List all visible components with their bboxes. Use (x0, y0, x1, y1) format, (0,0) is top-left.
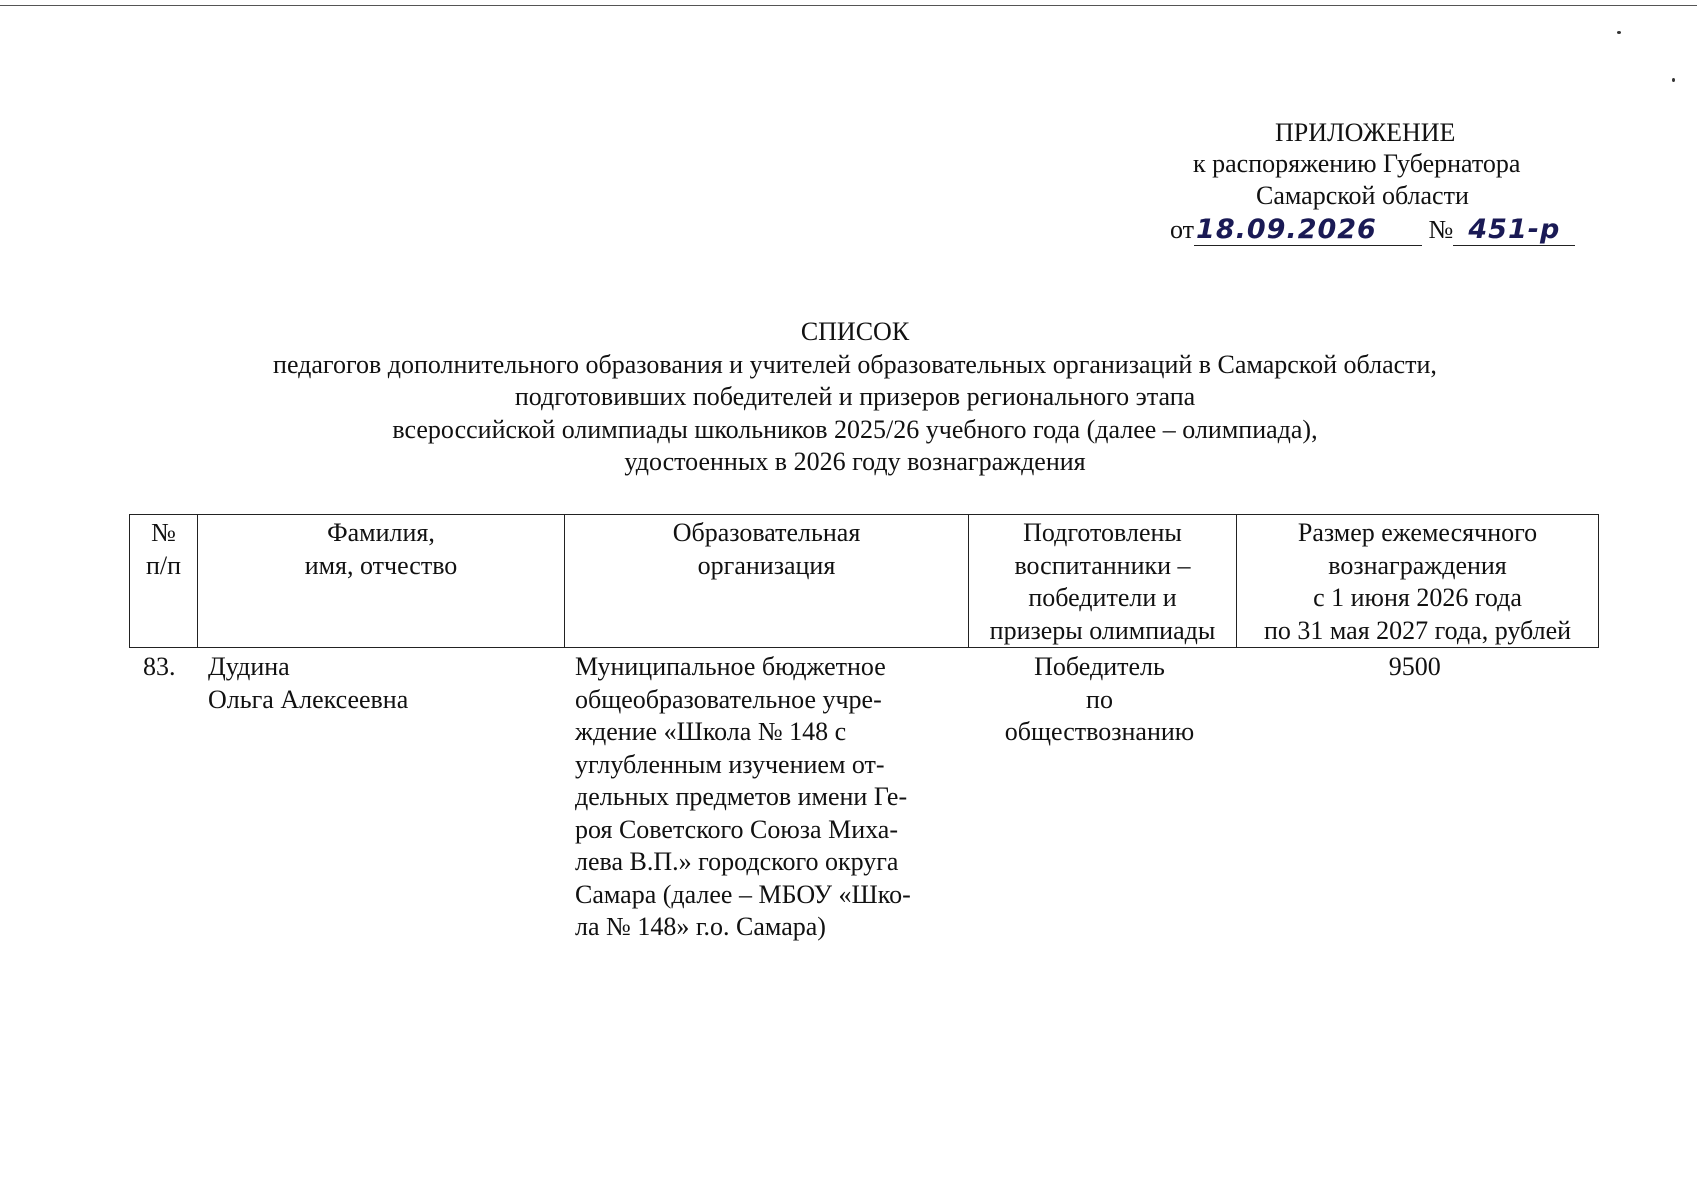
org-line: лева В.П.» городского округа (575, 847, 899, 876)
header-text: с 1 июня 2026 года (1313, 583, 1522, 612)
appendix-title: ПРИЛОЖЕНИЕ (1275, 118, 1456, 147)
header-text: Подготовлены (1023, 518, 1182, 547)
header-text: Фамилия, (327, 518, 435, 547)
appendix-region: Самарской области (1256, 181, 1469, 210)
table-row (130, 648, 1599, 944)
handwritten-number: 451-р (1453, 214, 1575, 246)
scan-speck (1672, 78, 1675, 82)
heading-line: всероссийской олимпиады школьников 2025/26 учебного года (далее – олимпиада), (392, 414, 1318, 444)
top-rule (0, 5, 1697, 6)
table-header-row (130, 515, 1599, 648)
header-text: по 31 мая 2027 года, рублей (1263, 615, 1572, 645)
teacher-name (198, 648, 565, 944)
org-line: роя Советского Союза Миха- (575, 814, 898, 844)
header-text: Образовательная (672, 518, 861, 547)
header-org (565, 515, 969, 648)
org-line: дельных предметов имени Ге- (575, 782, 908, 811)
award-amount: 9500 (1388, 652, 1441, 681)
header-text: вознаграждения (1328, 550, 1507, 580)
org-line: ждение «Школа № 148 с (575, 717, 847, 746)
name-line: Ольга Алексеевна (208, 684, 409, 714)
org-line: общеобразовательное учре- (575, 684, 882, 714)
handwritten-date: 18.09.2026 (1194, 214, 1422, 246)
appendix-order-reference: к распоряжению Губернатора (1193, 149, 1521, 178)
org-line: ла № 148» г.о. Самара) (575, 912, 826, 941)
header-text: имя, отчество (304, 550, 458, 580)
heading-line: удостоенных в 2026 году вознаграждения (624, 447, 1086, 476)
header-prepared (969, 515, 1237, 648)
heading-line: подготовивших победителей и призеров регионального этапа (514, 382, 1196, 411)
date-prefix: от (1170, 215, 1195, 244)
prepared-line: Победитель (1034, 652, 1165, 681)
header-num (130, 515, 198, 648)
heading-title: СПИСОК (800, 317, 910, 346)
prepared-line: по (1086, 684, 1113, 714)
document-heading (100, 316, 1610, 479)
header-amount (1237, 515, 1599, 648)
header-text: № (151, 518, 176, 547)
scan-speck (1617, 31, 1621, 34)
organization (565, 648, 969, 944)
header-name (198, 515, 565, 648)
org-line: Самара (далее – МБОУ «Шко- (575, 879, 911, 909)
header-text: воспитанники – (1014, 550, 1191, 580)
number-prefix: № (1428, 215, 1454, 244)
prepared-students (969, 648, 1237, 944)
org-line: углубленным изучением от- (575, 749, 885, 779)
header-text: призеры олимпиады (989, 615, 1216, 645)
prepared-line: обществознанию (1004, 717, 1195, 746)
heading-line: педагогов дополнительного образования и учителей образовательных организаций в Самарской области, (273, 349, 1437, 379)
awardees-table (129, 514, 1599, 944)
row-number: 83. (143, 652, 176, 681)
org-line: Муниципальное бюджетное (575, 652, 886, 681)
name-line: Дудина (208, 652, 290, 681)
header-text: п/п (145, 550, 182, 580)
appendix-date-number-line (1170, 214, 1575, 246)
header-text: организация (697, 550, 836, 580)
header-text: победители и (1028, 583, 1177, 612)
header-text: Размер ежемесячного (1297, 518, 1538, 547)
